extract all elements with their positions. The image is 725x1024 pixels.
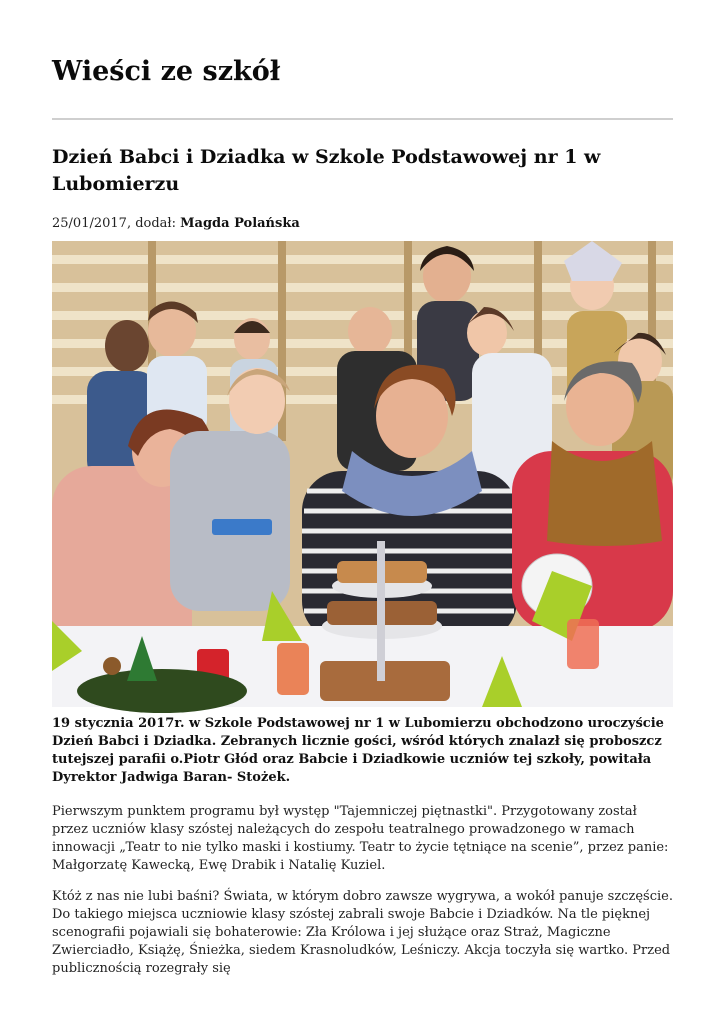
section-divider bbox=[52, 118, 673, 120]
article-photo[interactable] bbox=[52, 241, 673, 707]
photo-illustration bbox=[52, 241, 673, 707]
article-lead: 19 stycznia 2017r. w Szkole Podstawowej nr 1 w Lubomierzu obchodzono uroczyście Dzień Babci i Dziadka. Zebranych licznie gości, wśród których znalazł się proboszcz tutejszej parafii o.Piotr Głód oraz Babcie i Dziadkowie uczniów tej szkoły, powitała Dyrektor Jadwiga Baran- Stożek. bbox=[52, 716, 664, 785]
article-paragraph-1: Pierwszym punktem programu był występ "Tajemniczej piętnastki". Przygotowany został przez uczniów klasy szóstej należących do zespołu teatralnego prowadzonego w ramach innowacji „Teatr to nie tylko maski i kostiumy. Teatr to życie tętniące na scenie”, przez panie: Małgorzatę Kawecką, Ewę Drabik i Natalię Kuziel. bbox=[52, 804, 669, 873]
article-title[interactable]: Dzień Babci i Dziadka w Szkole Podstawowej nr 1 w Lubomierzu bbox=[52, 146, 601, 195]
section-title: Wieści ze szkół bbox=[52, 56, 281, 87]
article-author[interactable]: Magda Polańska bbox=[180, 216, 300, 231]
article-date: 25/01/2017 bbox=[52, 216, 127, 231]
article-meta bbox=[52, 214, 300, 234]
article-paragraph-2: Któż z nas nie lubi baśni? Świata, w którym dobro zawsze wygrywa, a wokół panuje szczęście. Do takiego miejsca uczniowie klasy szóstej zabrali swoje Babcie i Dziadków. Na tle pięknej scenografii pojawiali się bohaterowie: Zła Królowa i jej służące oraz Straż, Magiczne Zwierciadło, Książę, Śnieżka, siedem Krasnoludków, Leśniczy. Akcja toczyła się wartko. Przed publicznością rozegrały się bbox=[52, 889, 673, 976]
added-by-label: , dodał: bbox=[126, 216, 181, 231]
